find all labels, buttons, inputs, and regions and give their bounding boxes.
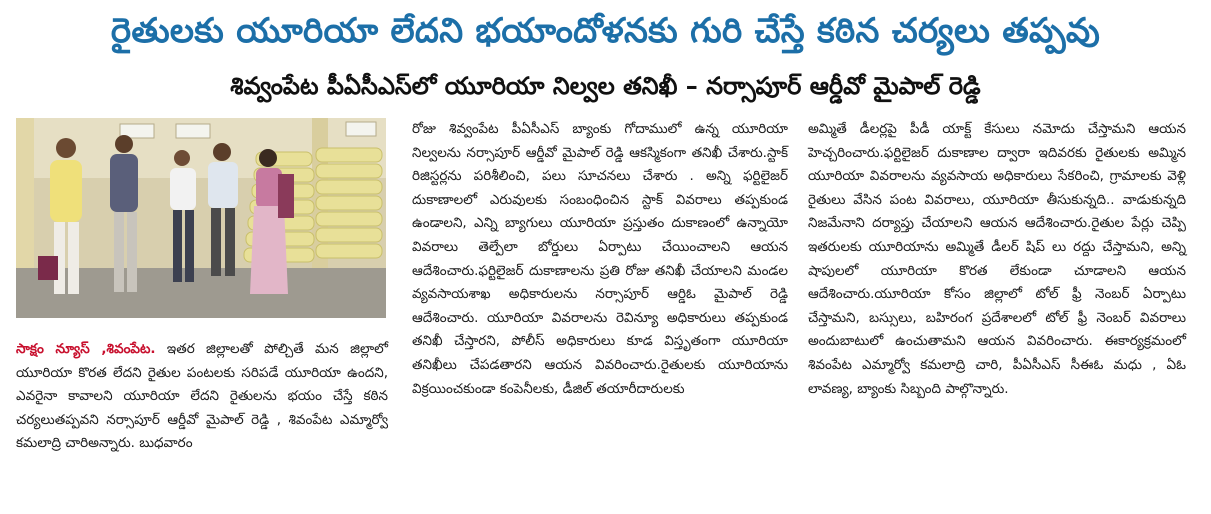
column-1-text: ఇతర జిల్లాలతో పోల్చితే మన జిల్లాలో యూరియా కొరత లేదని రైతుల పంటలకు సరిపడే యూరియా ఉందని, ఎవరైనా కావాలని యూరియా లేదని రైతులను భయం చేస్తే కఠిన చర్యలుతప్పవని నర్సాపూర్ ఆర్డీవో మైపాల్ రెడ్డి , శివంపేట ఎమ్మార్వో కమలాద్రి చారిఅన్నారు. బుధవారం — [16, 341, 388, 452]
subheadline: శివ్వంపేట పీఏసీఎస్‌లో యూరియా నిల్వల తనిఖీ – నర్సాపూర్ ఆర్డీవో మైపాల్ రెడ్డి — [230, 72, 981, 100]
headline: రైతులకు యూరియా లేదని భయాందోళనకు గురి చేస్తే కఠిన చర్యలు తప్పవు — [110, 11, 1101, 51]
dateline: సాక్షం న్యూస్ ,శివంపేట. — [16, 341, 156, 357]
article-column-3 — [808, 118, 1186, 401]
news-photo — [16, 118, 386, 318]
column-2-text: రోజు శివ్వంపేట పీఏసీఎస్ బ్యాంకు గోదాములో ఉన్న యూరియా నిల్వలను నర్సాపూర్ ఆర్డీవో మైపాల్ రెడ్డి ఆకస్మికంగా తనిఖీ చేశారు.స్టాక్ రిజిస్టర్లను పరిశీలించి, పలు సూచనలు చేశారు . అన్ని ఫర్టిలైజర్ దుకాణాలలో ఎరువులకు సంబంధించిన స్టాక్ వివరాలు తప్పకుండ ఉండాలని, ఎన్ని బ్యాగులు యూరియా ప్రస్తుతం దుకాణంలో ఉన్నాయో వివరాలు తెల్పేలా బోర్డులు ఏర్పాటు చేయించాలని ఆయన ఆదేశించారు.ఫర్టిలైజర్ దుకాణాలను ప్రతి రోజు తనిఖీ చేయాలని మండల వ్యవసాయశాఖ అధికారులను నర్సాపూర్ ఆర్డిఓ మైపాల్ రెడ్డి ఆదేశించారు. యూరియా వివరాలను రెవిన్యూ అధికారులు తప్పకుండ తనిఖీ చేస్తారని, పోలీస్ అధికారులు కూడ విస్తృతంగా యూరియా తనిఖీలు చేపడతారని ఆయన వివరించారు.రైతులకు యూరియాను విక్రయించకుండా కంపెనీలకు, డీజిల్ తయారీదారులకు — [412, 121, 788, 397]
article-column-1 — [16, 338, 388, 456]
column-3-text: అమ్మితే డీలర్లపై పీడీ యాక్ట్ కేసులు నమోదు చేస్తామని ఆయన హెచ్చరించారు.ఫర్టిలైజర్ దుకాణాల ద్వారా ఇదివరకు రైతులకు అమ్మిన యూరియా వివరాలను వ్యవసాయ అధికారులు సేకరించి, గ్రామాలకు వెళ్లి రైతులు వేసిన పంట వివరాలు, యూరియా తీసుకున్నది.. వాడుకున్నది నిజమేనాని దర్యాప్తు చేయాలని ఆయన ఆదేశించారు.రైతుల పేర్లు చెప్పి ఇతరులకు యూరియాను అమ్మితే డీలర్ షిప్ లు రద్దు చేస్తామని, అన్ని షాపులలో యూరియా కొరత లేకుండా చూడాలని ఆయన ఆదేశించారు.యూరియా కోసం జిల్లాలో టోల్ ఫ్రీ నెంబర్ ఏర్పాటు చేస్తామని, బస్సులు, బహిరంగ ప్రదేశాలలో టోల్ ఫ్రీ నెంబర్ వివరాలు అందుబాటులో ఉంచుతామని ఆయన వివరించారు. ఈకార్యక్రమంలో శివంపేట ఎమ్మార్వో కమలాద్రి చారి, పీఏసీఎస్ సీఈఓ మధు , ఏఓ లావణ్య, బ్యాంకు సిబ్బంది పాల్గొన్నారు. — [808, 121, 1186, 397]
article-column-2 — [412, 118, 788, 401]
